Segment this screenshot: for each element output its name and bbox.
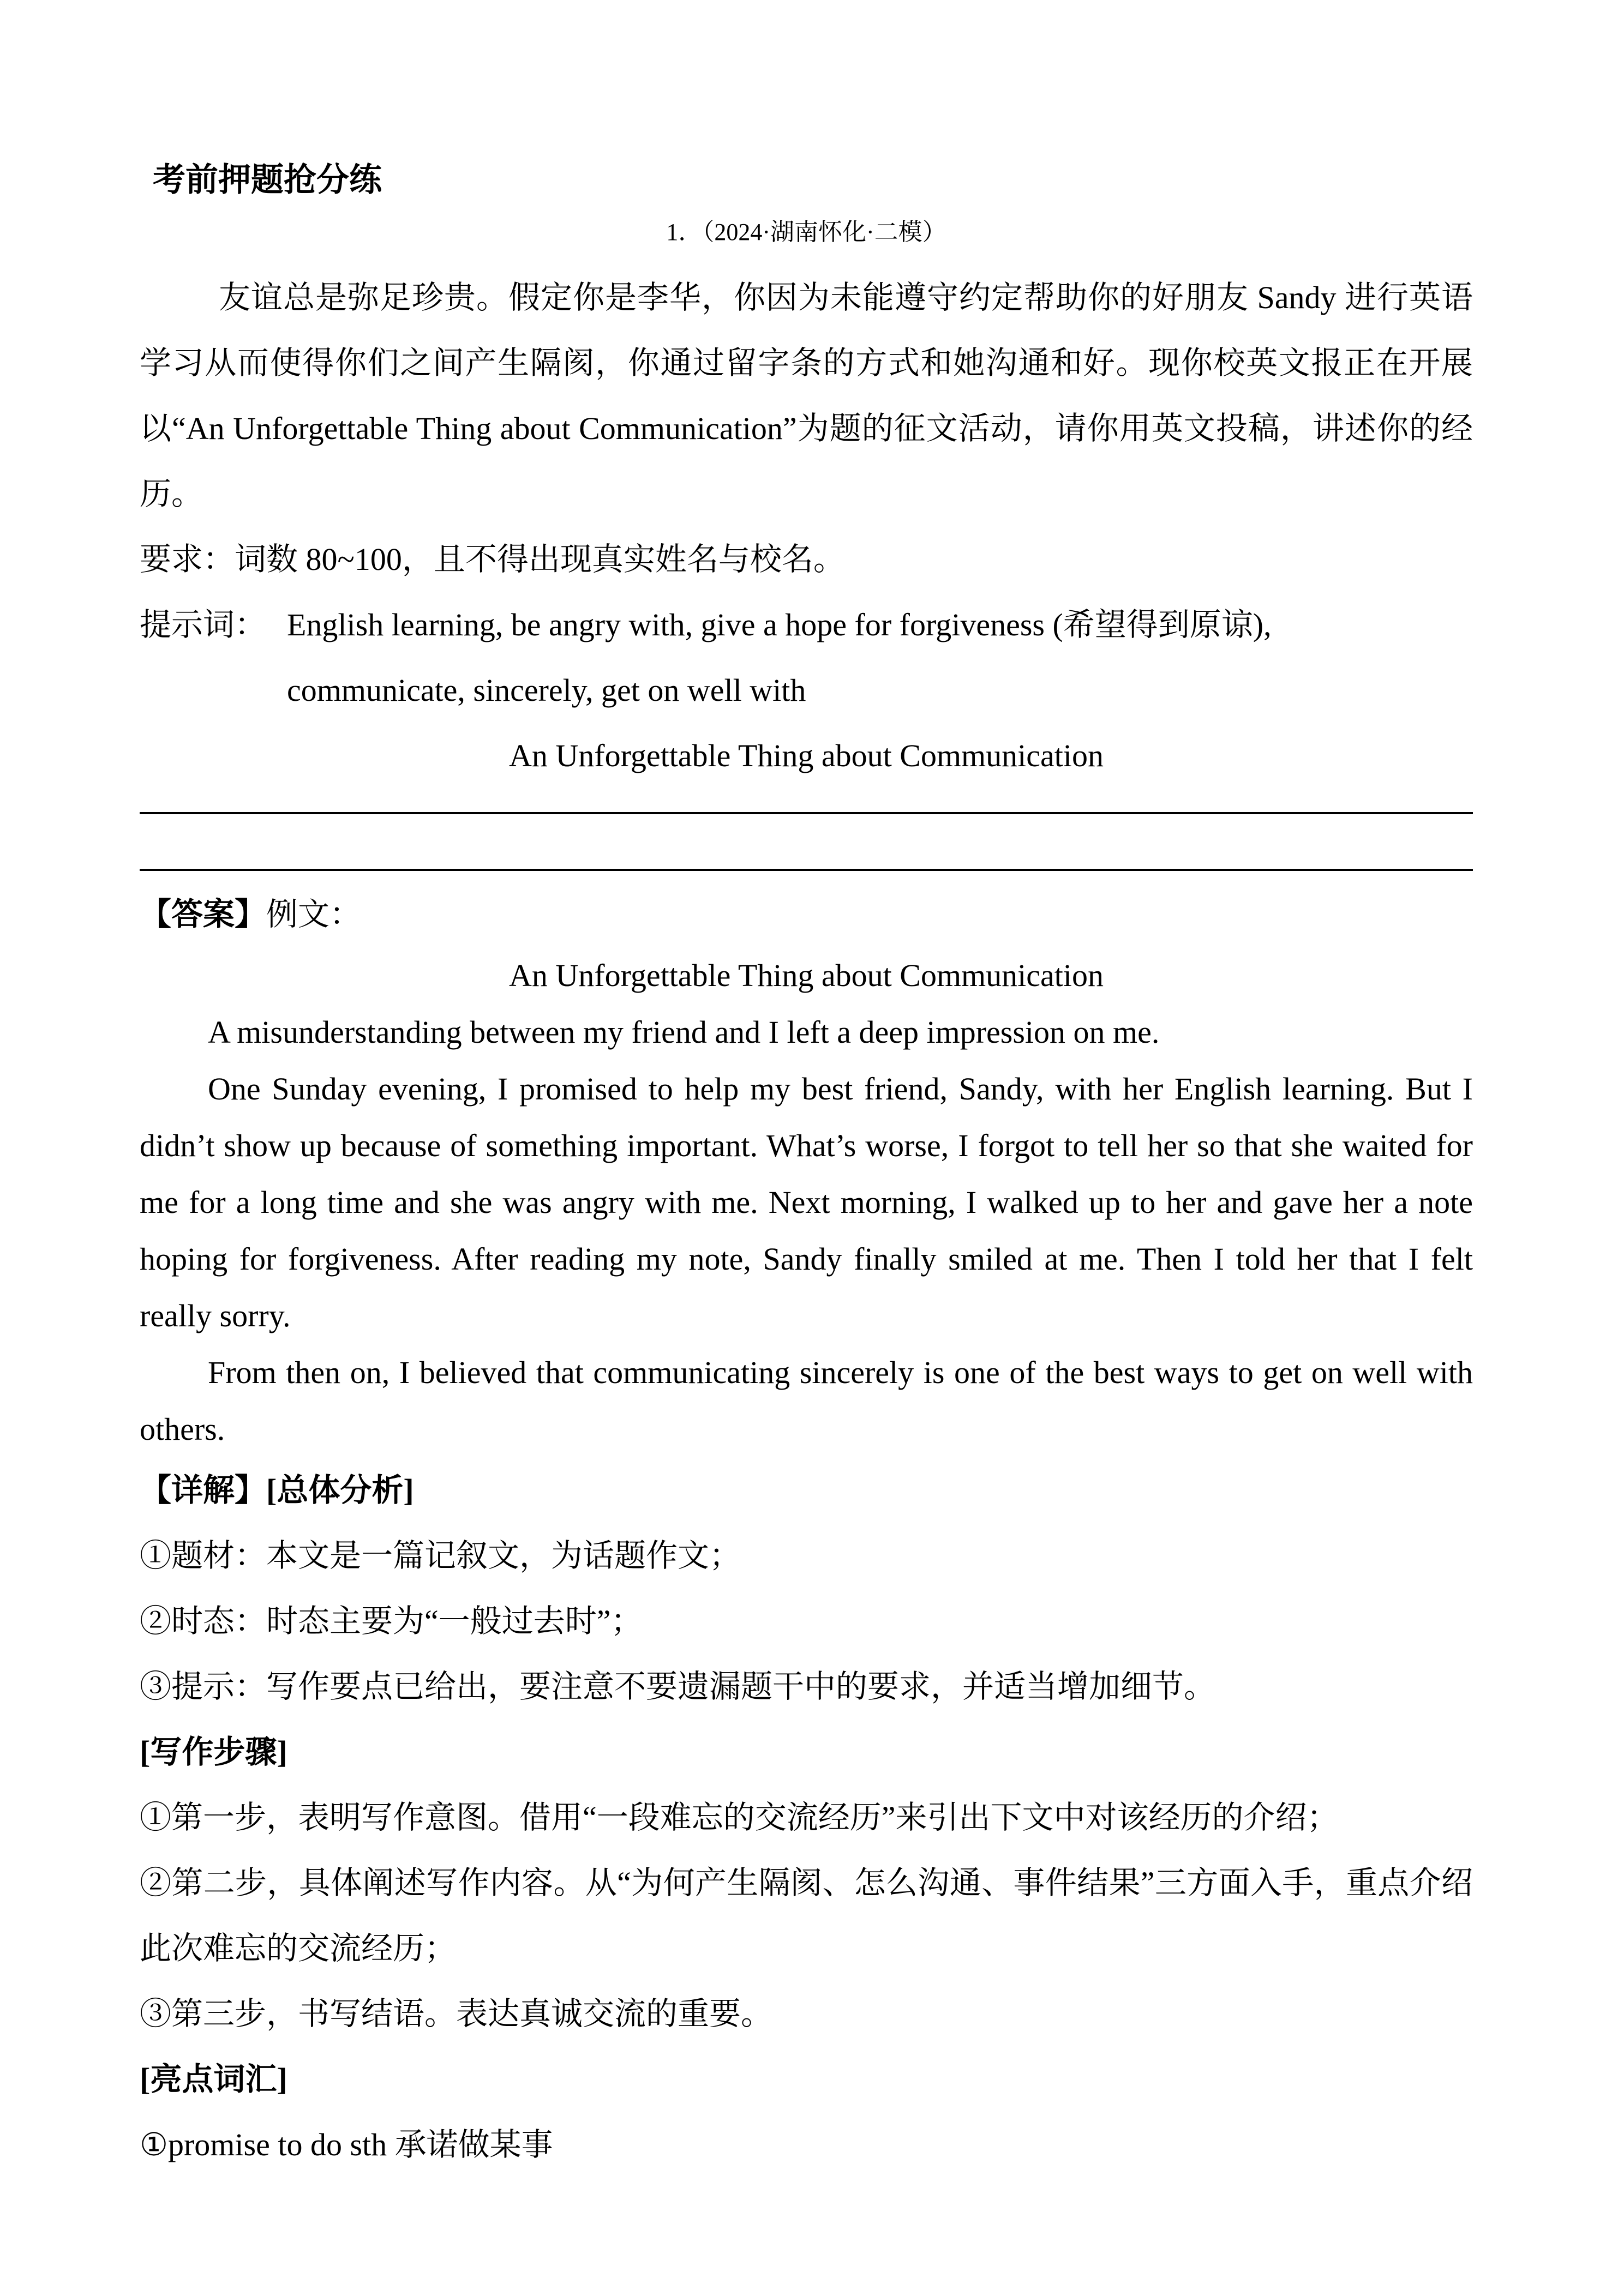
vocab-item-1: ①promise to do sth 承诺做某事 (140, 2127, 553, 2162)
analysis-point-1: ①题材：本文是一篇记叙文，为话题作文； (140, 1538, 741, 1573)
prompt-paragraph: 友谊总是弥足珍贵。假定你是李华，你因为未能遵守约定帮助你的好朋友 Sandy 进行英语学习从而使得你们之间产生隔阂，你通过留字条的方式和她沟通和好。现你校英文报正在开展以“An Unforgettable Thing about Communication”为题的征文活动，请你用英文投稿，讲述你的经历。 (140, 280, 1473, 512)
analysis-point-2: ②时态：时态主要为“一般过去时”； (140, 1603, 643, 1639)
analysis-overall-title: [总体分析] (266, 1472, 414, 1508)
question-heading: 1．（2024·湖南怀化·二模） (666, 219, 946, 245)
answer-label-suffix: 例文： (266, 897, 362, 932)
writing-step-3: ③第三步，书写结语。表达真诚交流的重要。 (140, 1996, 773, 2031)
answer-label-line (140, 882, 1473, 947)
answer-blank-line-1 (140, 812, 1473, 814)
prompt-hints-label: 提示词： (140, 607, 267, 642)
answer-essay-title: An Unforgettable Thing about Communication (508, 958, 1104, 993)
answer-label: 【答案】 (140, 897, 267, 932)
analysis-heading (140, 1458, 1473, 1523)
prompt-hints-line2: communicate, sincerely, get on well with (287, 672, 806, 708)
analysis-point-3: ③提示：写作要点已给出，要注意不要遗漏题干中的要求，并适当增加细节。 (140, 1669, 1216, 1704)
vocab-title: [亮点词汇] (140, 2061, 287, 2097)
prompt-hints-line1 (140, 592, 1473, 658)
document-title: 考前押题抢分练 (153, 162, 382, 198)
writing-steps-title: [写作步骤] (140, 1734, 287, 1770)
essay-paragraph-1: A misunderstanding between my friend and I left a deep impression on me. (208, 1014, 1160, 1050)
prompt-hints-text1: English learning, be angry with, give a hope for forgiveness (希望得到原谅), (287, 607, 1272, 642)
prompt-essay-title: An Unforgettable Thing about Communication (508, 738, 1104, 773)
essay-paragraph-3: From then on, I believed that communicating sincerely is one of the best ways to get on well with others. (140, 1355, 1473, 1447)
prompt-requirements: 要求：词数 80~100，且不得出现真实姓名与校名。 (140, 542, 845, 577)
answer-blank-line-2 (140, 869, 1473, 871)
analysis-label: 【详解】 (140, 1472, 267, 1508)
essay-paragraph-2: One Sunday evening, I promised to help my best friend, Sandy, with her English learning. But I didn’t show up because of something important. What’s worse, I forgot to tell her so that she waited for me for a long time and she was angry with me. Next morning, I walked up to her and gave her a note hoping for forgiveness. After reading my note, Sandy finally smiled at me. Then I told her that I felt really sorry. (140, 1071, 1473, 1333)
writing-step-2: ②第二步，具体阐述写作内容。从“为何产生隔阂、怎么沟通、事件结果”三方面入手，重点介绍此次难忘的交流经历； (140, 1865, 1473, 1966)
writing-step-1: ①第一步，表明写作意图。借用“一段难忘的交流经历”来引出下文中对该经历的介绍； (140, 1800, 1339, 1835)
